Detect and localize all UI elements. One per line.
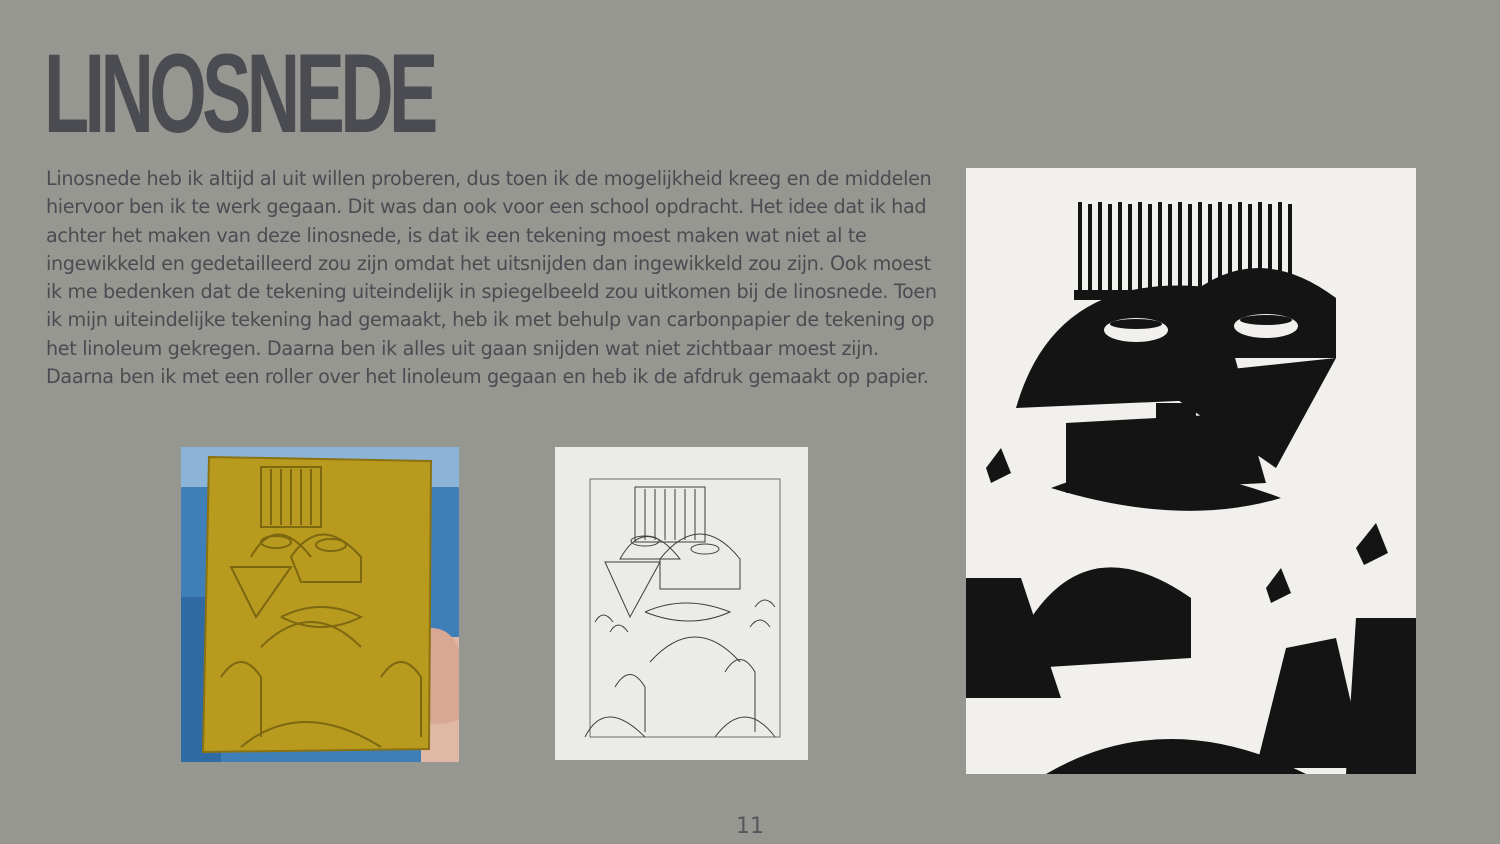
linoleum-block-photo [181, 447, 459, 762]
page-number: 11 [736, 814, 764, 839]
page-title: LINOSNEDE [44, 31, 434, 156]
pencil-sketch-photo [555, 447, 808, 760]
body-paragraph: Linosnede heb ik altijd al uit willen proberen, dus toen ik de mogelijkheid kreeg en de middelen hiervoor ben ik te werk gegaan. Dit was dan ook voor een school opdracht. Het idee dat ik had achter het maken van deze linosnede, is dat ik een tekening moest maken wat niet al te ingewikkeld en gedetailleerd zou zijn omdat het uitsnijden dan ingewikkeld zou zijn. Ook moest ik me bedenken dat de tekening uiteindelijk in spiegelbeeld zou uitkomen bij de linosnede. Toen ik mijn uiteindelijke tekening had gemaakt, heb ik met behulp van carbonpapier de tekening op het linoleum gekregen. Daarna ben ik alles uit gaan snijden wat niet zichtbaar moest zijn. Daarna ben ik met een roller over het linoleum gegaan en heb ik de afdruk gemaakt op papier. [46, 167, 937, 389]
linocut-print-photo [966, 168, 1416, 774]
